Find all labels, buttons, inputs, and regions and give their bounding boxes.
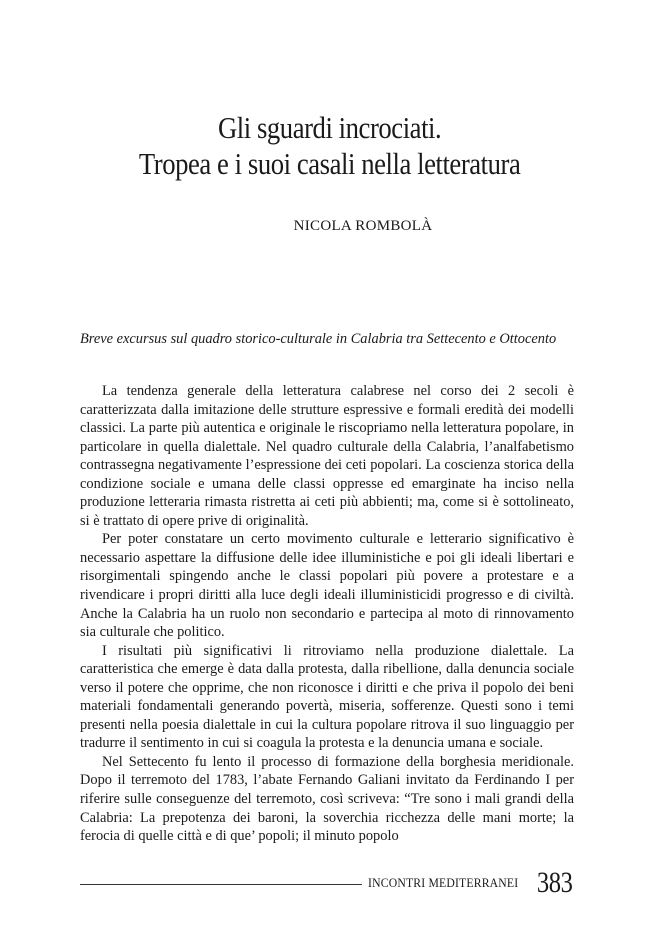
article-title (50, 110, 609, 182)
title-line-2: Tropea e i suoi casali nella letteratura (138, 146, 521, 181)
page-number: 383 (536, 866, 572, 899)
title-line-1: Gli sguardi incrociati. (217, 110, 442, 145)
footer-rule (80, 884, 362, 885)
paragraph: Per poter constatare un certo movimento culturale e letterario significativo è necessario aspettare la diffusione delle idee illuministiche e poi gli ideali libertari e risorgimentali spingendo anche le classi popolari più povere a protestare e a rivendicare i propri diritti alla luce degli ideali illuministicidi progresso e di civiltà. Anche la Calabria ha un ruolo non secondario e partecipa al moto di rinnovamento sia culturale che politico. (80, 531, 574, 641)
paragraph: La tendenza generale della letteratura calabrese nel corso dei 2 secoli è caratterizzata dalla imitazione delle strutture espressive e formali eredità dei modelli classici. La parte più autentica e originale le riscopriamo nella letteratura popolare, in particolare in quella dialettale. Nel quadro culturale della Calabria, l’analfabetismo contrassegna negativamente l’espressione dei ceti popolari. La coscienza storica della condizione sociale e umana delle classi oppresse ed emarginate ha inciso nella produzione letteraria rimasta ristretta ai ceti più abbienti; ma, come si è sottolineato, si è trattato di opere prive di originalità. (80, 383, 574, 529)
section-subtitle: Breve excursus sul quadro storico-culturale in Calabria tra Settecento e Ottocento (80, 331, 557, 347)
author-name: NICOLA ROMBOLÀ (293, 218, 433, 234)
paragraph: Nel Settecento fu lento il processo di formazione della borghesia meridionale. Dopo il terremoto del 1783, l’abate Fernando Galiani invitato da Ferdinando I per riferire sulle conseguenze del terremoto, così scriveva: “Tre sono i mali grandi della Calabria: La prepotenza dei baroni, la soverchia ricchezza delle mani morte; la ferocia di quelle città e di que’ popoli; il minuto popolo (80, 753, 574, 845)
body-text (80, 382, 574, 846)
journal-name: INCONTRI MEDITERRANEI (368, 875, 519, 890)
page-footer (80, 868, 574, 902)
paragraph: I risultati più significativi li ritroviamo nella produzione dialettale. La caratteristica che emerge è data dalla protesta, dalla ribellione, dalla denuncia sociale verso il potere che opprime, che non riconosce i diritti e che priva il popolo dei beni materiali fondamentali generando povertà, miseria, sofferenze. Questi sono i temi presenti nella poesia dialettale in cui la cultura popolare ritrova il suo linguaggio per tradurre il sentimento in cui si coagula la protesta e la denuncia umana e sociale. (80, 642, 574, 752)
